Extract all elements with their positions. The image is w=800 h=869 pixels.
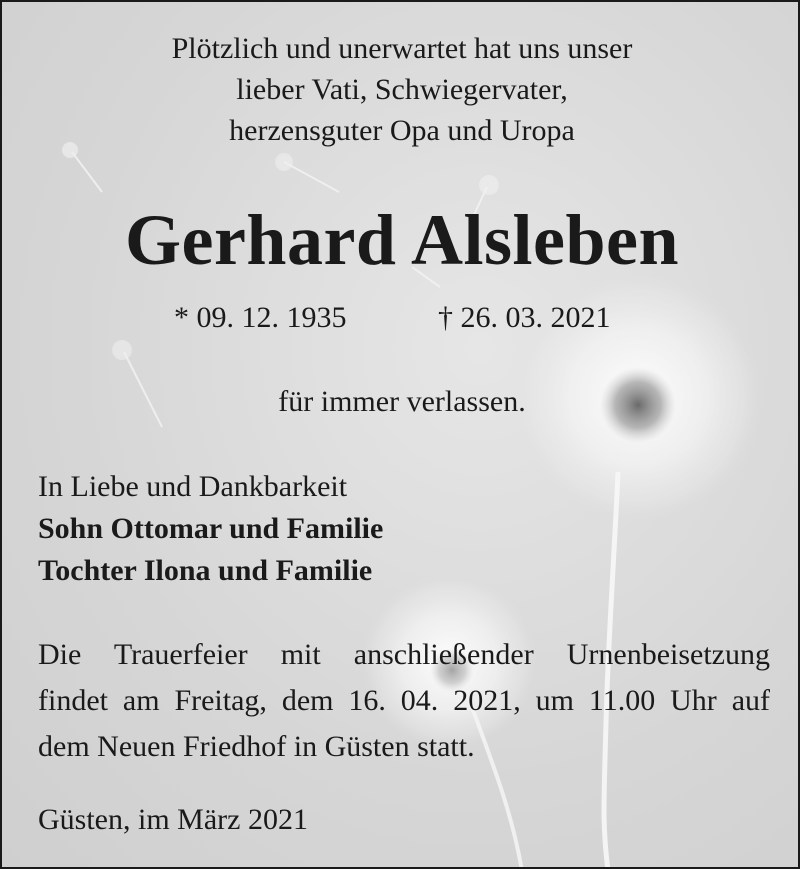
ceremony-line-2: findet am Freitag, dem 16. 04. 2021, um 11.00 Uhr auf: [38, 684, 770, 717]
passed-away-text: für immer verlassen.: [278, 385, 526, 418]
ceremony-line-3: dem Neuen Friedhof in Güsten statt.: [38, 730, 475, 763]
deceased-name: Gerhard Alsleben: [124, 200, 679, 280]
notice-text: [2, 2, 800, 869]
intro-line-1: Plötzlich und unerwartet hat uns unser: [171, 32, 633, 65]
ceremony-block: [38, 632, 770, 770]
intro-text: [2, 28, 800, 151]
birth-date: * 09. 12. 1935: [174, 301, 347, 334]
mourners-block: [38, 466, 383, 592]
mourners-intro: In Liebe und Dankbarkeit: [38, 470, 348, 503]
death-date: † 26. 03. 2021: [438, 301, 611, 334]
ceremony-line-1: Die Trauerfeier mit anschließender Urnenbeisetzung: [38, 638, 770, 671]
intro-line-2: lieber Vati, Schwiegervater,: [236, 73, 568, 106]
mourner-family-2: Tochter Ilona und Familie: [38, 554, 373, 587]
intro-line-3: herzensguter Opa und Uropa: [229, 114, 575, 147]
place-date: Güsten, im März 2021: [38, 803, 308, 836]
mourner-family-1: Sohn Ottomar und Familie: [38, 512, 384, 545]
